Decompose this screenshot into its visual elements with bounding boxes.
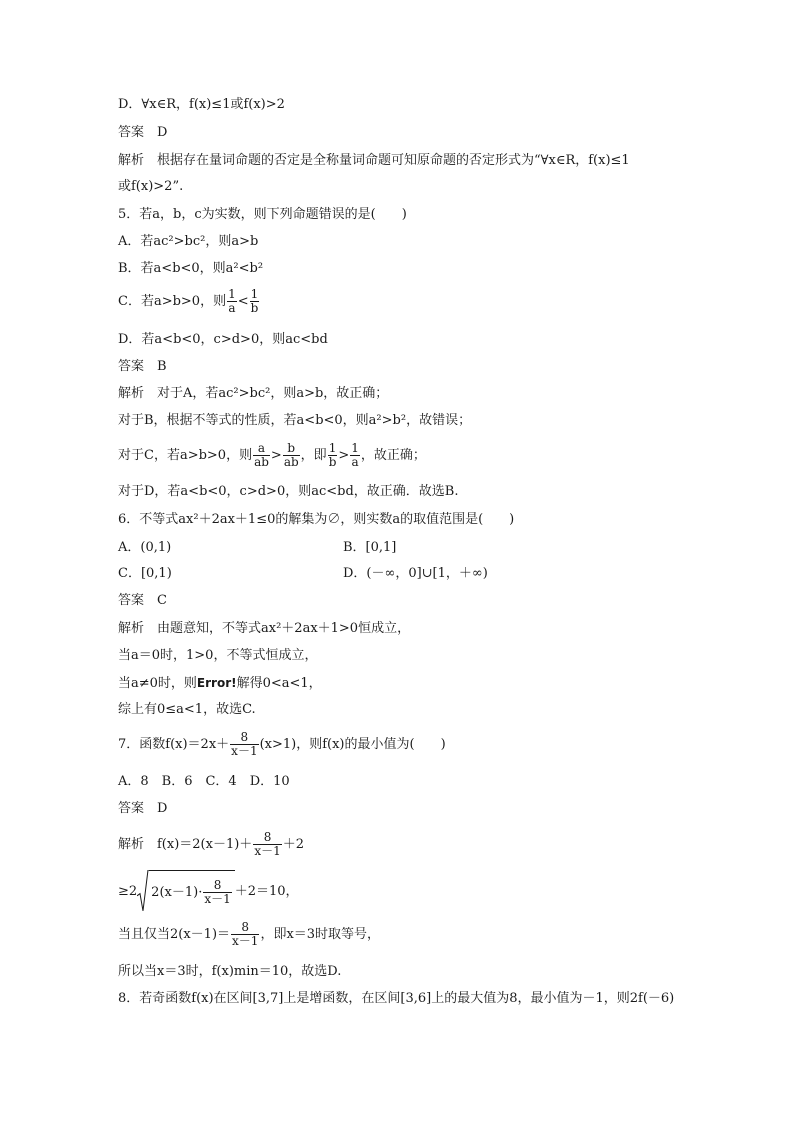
q5-explanation-c-text: 对于C，若a>b>0，则: [118, 448, 253, 463]
q6-explanation-d: 综上有0≤a<1，故选C.: [118, 702, 256, 717]
q7-explanation-b-text: ≥2: [118, 884, 138, 899]
q6-option-d: D．(－∞，0]∪[1，＋∞): [343, 566, 488, 581]
q5-option-c-text: C．若a>b>0，则: [118, 294, 227, 309]
q6-option-b: B．[0,1]: [343, 540, 397, 555]
q6-option-c: C．[0,1): [118, 566, 172, 581]
error-marker: Error!: [196, 676, 237, 690]
q6-explanation-b: 当a＝0时，1>0，不等式恒成立，: [118, 648, 318, 663]
denominator: b: [328, 455, 337, 469]
numerator: 8: [231, 921, 259, 935]
q6-explanation-c-end: 解得0<a<1，: [236, 676, 322, 691]
fraction-8-over-x-minus-1: [230, 731, 258, 758]
numerator: 8: [230, 731, 258, 745]
numerator: 8: [203, 879, 231, 893]
q5-explanation-c: 对于C，若a>b>0，则 $\frac{a}{ab}$ > $\frac{b}{ab}$ ，即 $\frac{1}{b}$ > $\frac{1}{a}$ ，故正确；: [118, 441, 426, 469]
radicand: [149, 870, 235, 913]
denominator: ab: [283, 455, 299, 469]
q5-option-d: D．若a<b<0，c>d>0，则ac<bd: [118, 332, 328, 347]
fraction-a-over-ab: [253, 442, 270, 469]
q7-explanation-a-text: 解析 f(x)＝2(x－1)＋: [118, 837, 253, 852]
numerator: a: [253, 442, 270, 456]
fraction-1-over-b: [328, 442, 338, 469]
q7-options: A．8 B．6 C．4 D．10: [118, 774, 290, 789]
fraction-b-over-ab: [283, 442, 300, 469]
denominator: x－1: [204, 892, 231, 906]
denominator: b: [250, 301, 259, 315]
fraction-8-over-x-minus-1: [253, 831, 281, 858]
q4-explanation-line1: 解析 根据存在量词命题的否定是全称量词命题可知原命题的否定形式为“∀x∈R，f(x)≤1: [118, 153, 630, 168]
radicand-text: 2(x－1)·: [151, 885, 203, 900]
q5-explanation-c-end: ，故正确；: [360, 448, 426, 463]
fraction-1-over-a: [227, 288, 237, 315]
numerator: 1: [228, 287, 236, 301]
q7-stem-end: (x>1)，则f(x)的最小值为( ): [259, 737, 446, 752]
q7-answer: 答案 D: [118, 801, 168, 816]
q6-explanation-a: 解析 由题意知，不等式ax²＋2ax＋1>0恒成立，: [118, 621, 411, 636]
denominator: x－1: [231, 744, 258, 758]
q7-explanation-c: [118, 920, 380, 950]
q4-option-d: D．∀x∈R，f(x)≤1或f(x)>2: [118, 97, 285, 112]
denominator: a: [351, 455, 359, 469]
q7-explanation-c-end: ，即x＝3时取等号，: [260, 927, 381, 942]
q7-explanation-b-end: ＋2＝10，: [234, 884, 299, 899]
q7-stem: [118, 730, 446, 760]
denominator: a: [228, 301, 236, 315]
q7-explanation-d: 所以当x＝3时，f(x)min＝10，故选D.: [118, 964, 342, 979]
q5-explanation-d: 对于D，若a<b<0，c>d>0，则ac<bd，故正确．故选B.: [118, 484, 459, 499]
q7-explanation-c-text: 当且仅当2(x－1)＝: [118, 927, 231, 942]
q6-answer: 答案 C: [118, 593, 167, 608]
q6-stem: 6．不等式ax²＋2ax＋1≤0的解集为∅，则实数a的取值范围是( ): [118, 512, 515, 527]
q6-option-a: A．(0,1): [118, 540, 172, 555]
q6-explanation-c-text: 当a≠0时，则: [118, 676, 197, 691]
fraction-8-over-x-minus-1: [231, 921, 259, 948]
q5-explanation-c-mid: ，即: [300, 448, 327, 463]
q4-answer: 答案 D: [118, 125, 168, 140]
q5-explanation-b: 对于B，根据不等式的性质，若a<b<0，则a²>b²，故错误；: [118, 413, 472, 428]
q5-stem: 5．若a，b，c为实数，则下列命题错误的是( ): [118, 207, 407, 222]
q7-explanation-b: [118, 870, 299, 913]
q7-stem-text: 7．函数f(x)＝2x＋: [118, 737, 230, 752]
numerator: 1: [250, 287, 259, 301]
radical-sign-icon: [137, 870, 149, 913]
denominator: x－1: [232, 934, 259, 948]
fraction-8-over-x-minus-1: [203, 879, 231, 906]
square-root: [137, 870, 235, 913]
numerator: b: [283, 442, 300, 456]
q5-option-c: C．若a>b>0，则 $\frac{1}{a}$ < $\frac{1}{b}$: [118, 287, 259, 315]
numerator: 1: [351, 441, 359, 455]
fraction-1-over-a: [350, 442, 360, 469]
numerator: 1: [328, 441, 337, 455]
fraction-1-over-b: [250, 288, 260, 315]
q7-explanation-a-end: ＋2: [282, 837, 304, 852]
q5-option-a: A．若ac²>bc²，则a>b: [118, 234, 259, 249]
q5-answer: 答案 B: [118, 359, 167, 374]
denominator: ab: [254, 455, 269, 469]
denominator: x－1: [254, 844, 281, 858]
q5-option-b: B．若a<b<0，则a²<b²: [118, 261, 264, 276]
numerator: 8: [253, 831, 281, 845]
q5-explanation-a: 解析 对于A，若ac²>bc²，则a>b，故正确；: [118, 386, 389, 401]
q8-stem: 8．若奇函数f(x)在区间[3,7]上是增函数，在区间[3,6]上的最大值为8，最小值为－1，则2f(－6): [118, 991, 675, 1006]
q7-explanation-a: [118, 830, 304, 860]
q6-explanation-c: [118, 673, 322, 694]
q4-explanation-line2: 或f(x)>2”.: [118, 179, 184, 194]
